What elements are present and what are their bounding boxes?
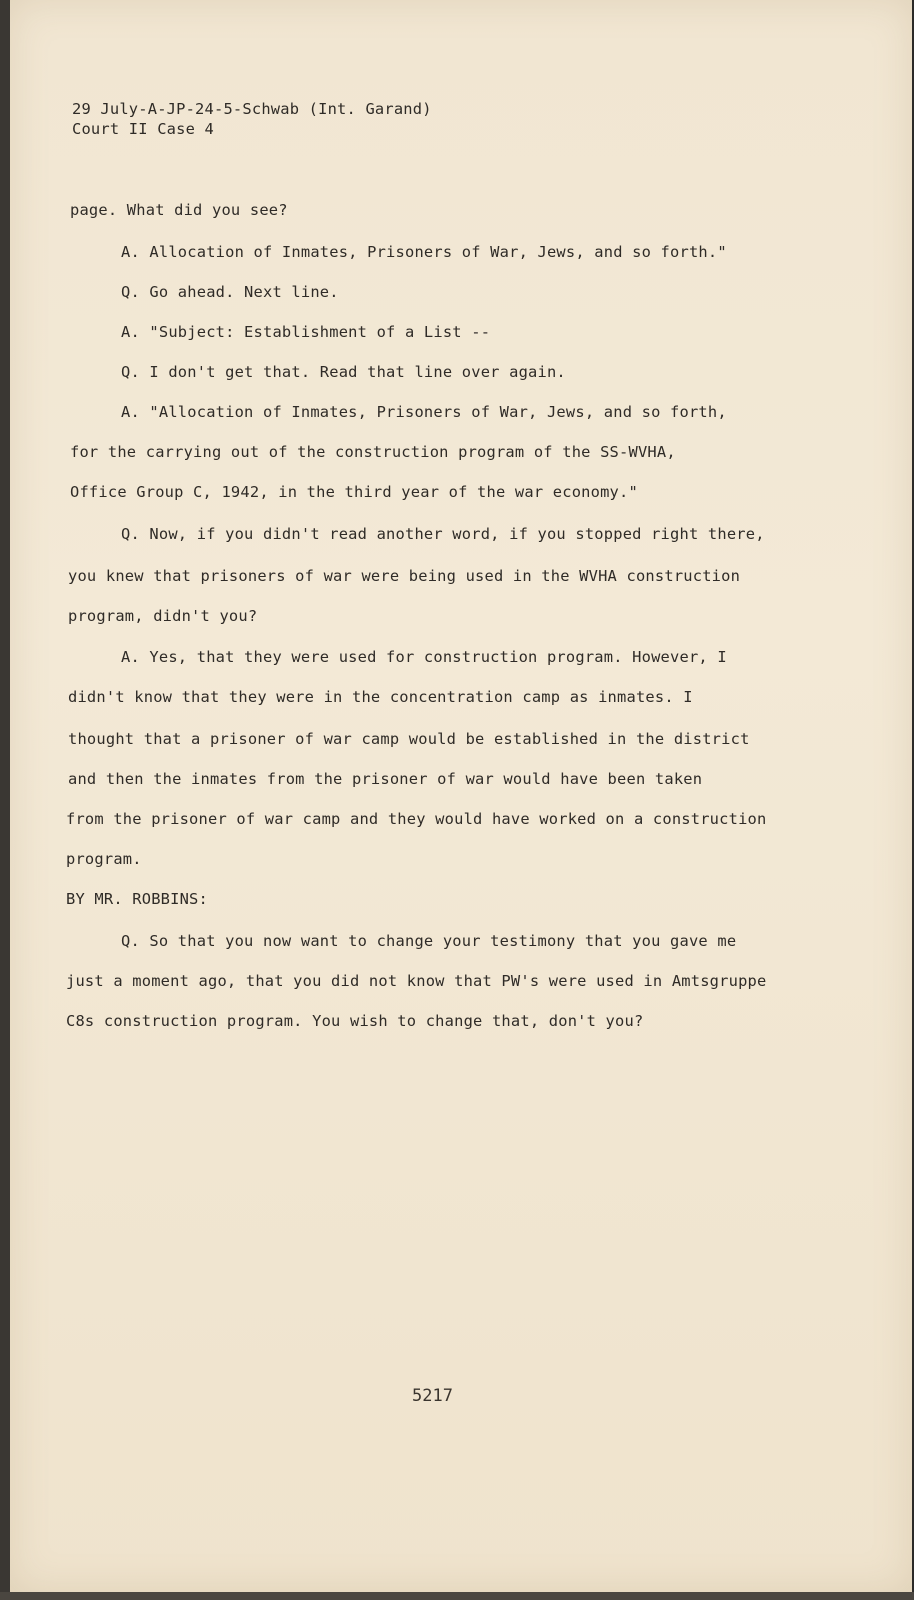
header-line-2: Court II Case 4 (72, 120, 214, 138)
text-line: A. Yes, that they were used for construction program. However, I (121, 648, 727, 666)
text-line: A. Allocation of Inmates, Prisoners of War, Jews, and so forth." (121, 243, 727, 261)
text-line: Q. Go ahead. Next line. (121, 283, 339, 301)
text-line: just a moment ago, that you did not know that PW's were used in Amtsgruppe (66, 972, 767, 990)
text-line: for the carrying out of the construction program of the SS-WVHA, (70, 443, 676, 461)
page-number: 5217 (412, 1386, 453, 1406)
text-line: you knew that prisoners of war were being used in the WVHA construction (68, 567, 741, 585)
text-line: program, didn't you? (68, 607, 258, 625)
document-page (10, 0, 912, 1592)
text-line: Q. I don't get that. Read that line over again. (121, 363, 566, 381)
header-line-1: 29 July-A-JP-24-5-Schwab (Int. Garand) (72, 100, 432, 118)
text-line: thought that a prisoner of war camp would be established in the district (68, 730, 750, 748)
text-line: Q. Now, if you didn't read another word, if you stopped right there, (121, 525, 765, 543)
text-line: A. "Subject: Establishment of a List -- (121, 323, 491, 341)
text-line: from the prisoner of war camp and they would have worked on a construction (66, 810, 767, 828)
scan-edge-bottom (0, 1592, 914, 1600)
text-line: and then the inmates from the prisoner of war would have been taken (68, 770, 703, 788)
scan-edge-left (0, 0, 10, 1600)
text-line: Office Group C, 1942, in the third year of the war economy." (70, 483, 638, 501)
text-line: program. (66, 850, 142, 868)
section-heading: BY MR. ROBBINS: (66, 890, 208, 908)
text-line: A. "Allocation of Inmates, Prisoners of War, Jews, and so forth, (121, 403, 727, 421)
text-line: C8s construction program. You wish to change that, don't you? (66, 1012, 644, 1030)
text-line: Q. So that you now want to change your testimony that you gave me (121, 932, 737, 950)
text-line: didn't know that they were in the concentration camp as inmates. I (68, 688, 693, 706)
text-line: page. What did you see? (70, 201, 288, 219)
